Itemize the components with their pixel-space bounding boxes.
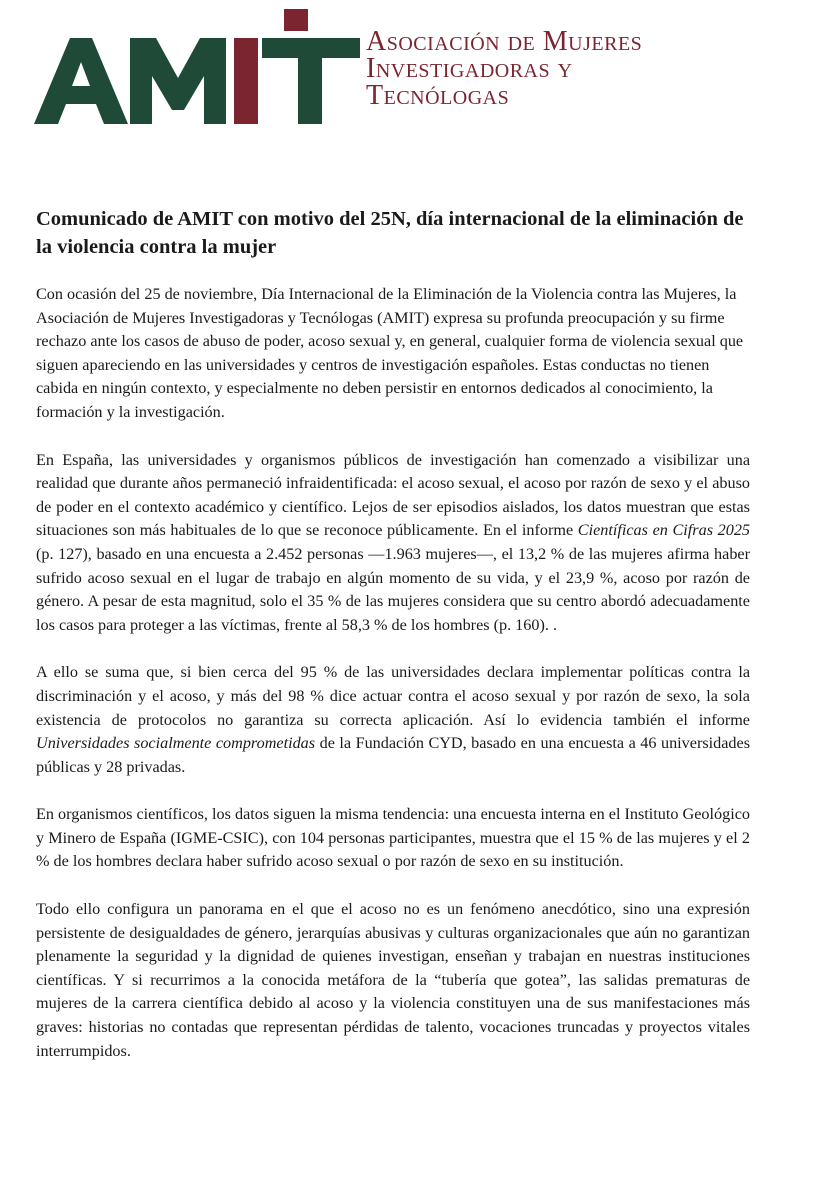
logo-letter-t: [262, 38, 360, 124]
paragraph-3-text-a: A ello se suma que, si bien cerca del 95 % de las universidades declara implementar políticas contra la discriminación y el acoso, y más del 98 % dice actuar contra el acoso sexual y por razón de sexo, la sola existencia de protocolos no garantiza su correcta aplicación. Así lo evidencia también el informe: [36, 663, 750, 729]
paragraph-2-text-b: (p. 127), basado en una encuesta a 2.452 personas —1.963 mujeres—, el 13,2 % de las mujeres afirma haber sufrido acoso sexual en el lugar de trabajo en algún momento de su vida, y el 23,9 %, acoso por razón de género. A pesar de esta magnitud, solo el 35 % de las mujeres considera que su centro abordó adecuadamente los casos para proteger a las víctimas, frente al 58,3 % de los hombres (p. 160). .: [36, 544, 750, 634]
paragraph-2: [36, 449, 750, 638]
paragraph-3: [36, 661, 750, 779]
logo-letter-i-dot: [284, 9, 308, 31]
org-name: [366, 28, 642, 109]
logo-letter-i: [234, 38, 258, 124]
paragraph-2-text-a: En España, las universidades y organismos públicos de investigación han comenzado a visibilizar una realidad que durante años permaneció infraidentificada: el acoso sexual, el acoso por razón de sexo y el abuso de poder en el contexto académico y científico. Lejos de ser episodios aislados, los datos muestran que estas situaciones son más habituales de lo que se reconoce públicamente. En el informe: [36, 450, 750, 540]
amit-logo: [34, 6, 754, 128]
report-title-universidades: Universidades socialmente comprometidas: [36, 734, 316, 753]
logo-letter-a: [34, 38, 128, 124]
paragraph-3-text-b: de la Fundación CYD, basado en una encuesta a 46 universidades públicas y 28 privadas.: [36, 734, 750, 776]
amit-logo-mark: [34, 6, 364, 128]
org-name-line-2: Investigadoras y: [366, 53, 573, 84]
logo-letter-m: [130, 38, 226, 124]
paragraph-4: En organismos científicos, los datos siguen la misma tendencia: una encuesta interna en el Instituto Geológico y Minero de España (IGME-CSIC), con 104 personas participantes, muestra que el 15 % de las mujeres y el 2 % de los hombres declara haber sufrido acoso sexual o por razón de sexo en su institución.: [36, 805, 750, 871]
report-title-cientificas-en-cifras: Científicas en Cifras 2025: [577, 521, 751, 540]
paragraph-1: Con ocasión del 25 de noviembre, Día Internacional de la Eliminación de la Violencia contra las Mujeres, la Asociación de Mujeres Investigadoras y Tecnólogas (AMIT) expresa su profunda preocupación y su firme rechazo ante los casos de abuso de poder, acoso sexual y, en general, cualquier forma de violencia sexual que siguen apareciendo en las universidades y centros de investigación españoles. Estas conductas no tienen cabida en ningún contexto, y especialmente no deben persistir en entornos dedicados al conocimiento, la formación y la investigación.: [36, 285, 744, 421]
document-body: [36, 283, 750, 1087]
org-name-line-3: Tecnólogas: [366, 80, 510, 111]
paragraph-5: Todo ello configura un panorama en el que el acoso no es un fenómeno anecdótico, sino una expresión persistente de desigualdades de género, jerarquías abusivas y culturas organizacionales que aún no garantizan plenamente la seguridad y la dignidad de quienes investigan, enseñan y trabajan en nuestras instituciones científicas. Y si recurrimos a la conocida metáfora de la “tubería que gotea”, las salidas prematuras de mujeres de la carrera científica debido al acoso y la violencia constituyen una de sus manifestaciones más graves: historias no contadas que representan pérdidas de talento, vocaciones truncadas y proyectos vitales interrumpidos.: [36, 900, 750, 1060]
document-title: Comunicado de AMIT con motivo del 25N, día internacional de la eliminación de la violencia contra la mujer: [36, 208, 744, 258]
org-name-line-1: Asociación de Mujeres: [366, 26, 643, 57]
